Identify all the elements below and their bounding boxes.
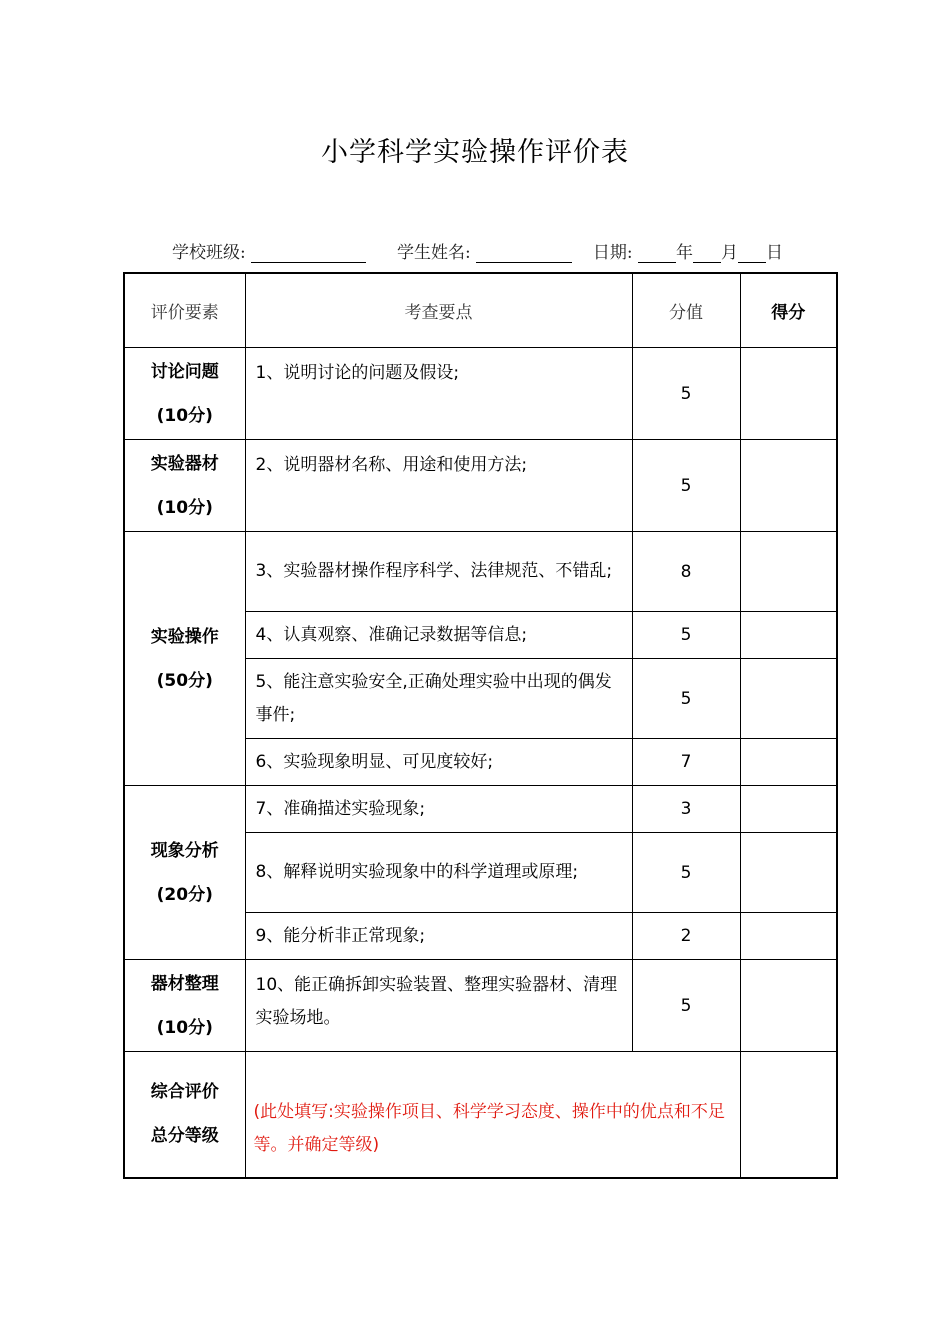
- score-input-cell[interactable]: [740, 532, 837, 612]
- item-score: 5: [632, 348, 740, 440]
- item-score: 5: [632, 960, 740, 1052]
- table-row: [124, 532, 837, 612]
- table-header-row: [124, 273, 837, 348]
- category-cell: [124, 440, 245, 532]
- category-points: (10分): [156, 1017, 213, 1038]
- category-name: 器材整理: [150, 973, 219, 994]
- score-input-cell[interactable]: [740, 960, 837, 1052]
- summary-score-cell[interactable]: [740, 1052, 837, 1178]
- item-score: 8: [632, 532, 740, 612]
- evaluation-table: [123, 272, 838, 1179]
- item-text: 5、能注意实验安全,正确处理实验中出现的偶发事件;: [245, 659, 632, 739]
- item-text: 2、说明器材名称、用途和使用方法;: [245, 440, 632, 532]
- item-score: 5: [632, 659, 740, 739]
- table-row: [124, 786, 837, 833]
- category-name: 实验操作: [150, 626, 219, 647]
- student-name-field[interactable]: [476, 242, 572, 263]
- score-input-cell[interactable]: [740, 348, 837, 440]
- year-label: 年: [676, 243, 694, 263]
- header-criteria: 评价要素: [124, 273, 245, 348]
- summary-label-2: 总分等级: [150, 1126, 219, 1147]
- page-title: 小学科学实验操作评价表: [321, 137, 629, 168]
- category-name: 讨论问题: [150, 361, 219, 382]
- item-score: 5: [632, 440, 740, 532]
- item-text: 6、实验现象明显、可见度较好;: [245, 739, 632, 786]
- student-name-label: 学生姓名:: [396, 243, 471, 263]
- summary-label-1: 综合评价: [150, 1082, 219, 1103]
- item-text: 1、说明讨论的问题及假设;: [245, 348, 632, 440]
- info-line: [172, 238, 783, 263]
- category-name: 实验器材: [150, 453, 219, 474]
- item-text: 8、解释说明实验现象中的科学道理或原理;: [245, 833, 632, 913]
- score-input-cell[interactable]: [740, 739, 837, 786]
- school-class-label: 学校班级:: [172, 243, 246, 263]
- score-input-cell[interactable]: [740, 786, 837, 833]
- category-cell: [124, 348, 245, 440]
- date-label: 日期:: [592, 243, 633, 263]
- header-key-points: 考查要点: [245, 273, 632, 348]
- table-row: [124, 348, 837, 440]
- day-label: 日: [766, 243, 784, 263]
- category-cell: [124, 786, 245, 960]
- item-score: 3: [632, 786, 740, 833]
- category-points: (10分): [156, 405, 213, 426]
- category-name: 现象分析: [150, 840, 219, 861]
- score-input-cell[interactable]: [740, 833, 837, 913]
- item-score: 2: [632, 913, 740, 960]
- category-cell: [124, 532, 245, 786]
- year-field[interactable]: [638, 242, 676, 263]
- score-input-cell[interactable]: [740, 913, 837, 960]
- category-cell: [124, 960, 245, 1052]
- table-row: [124, 440, 837, 532]
- day-field[interactable]: [738, 242, 766, 263]
- table-row: [124, 960, 837, 1052]
- summary-hint[interactable]: (此处填写:实验操作项目、科学学习态度、操作中的优点和不足等。并确定等级): [245, 1052, 740, 1178]
- header-points: 分值: [632, 273, 740, 348]
- score-input-cell[interactable]: [740, 659, 837, 739]
- score-input-cell[interactable]: [740, 612, 837, 659]
- summary-label-cell: [124, 1052, 245, 1178]
- item-text: 7、准确描述实验现象;: [245, 786, 632, 833]
- item-text: 4、认真观察、准确记录数据等信息;: [245, 612, 632, 659]
- item-text: 3、实验器材操作程序科学、法律规范、不错乱;: [245, 532, 632, 612]
- item-score: 5: [632, 612, 740, 659]
- score-input-cell[interactable]: [740, 440, 837, 532]
- school-class-field[interactable]: [251, 242, 366, 263]
- item-text: 9、能分析非正常现象;: [245, 913, 632, 960]
- item-score: 5: [632, 833, 740, 913]
- category-points: (10分): [156, 497, 213, 518]
- item-score: 7: [632, 739, 740, 786]
- item-text: 10、能正确拆卸实验装置、整理实验器材、清理实验场地。: [245, 960, 632, 1052]
- header-score: 得分: [740, 273, 837, 348]
- summary-row: [124, 1052, 837, 1178]
- month-field[interactable]: [693, 242, 721, 263]
- category-points: (50分): [156, 670, 213, 691]
- month-label: 月: [721, 243, 739, 263]
- category-points: (20分): [156, 884, 213, 905]
